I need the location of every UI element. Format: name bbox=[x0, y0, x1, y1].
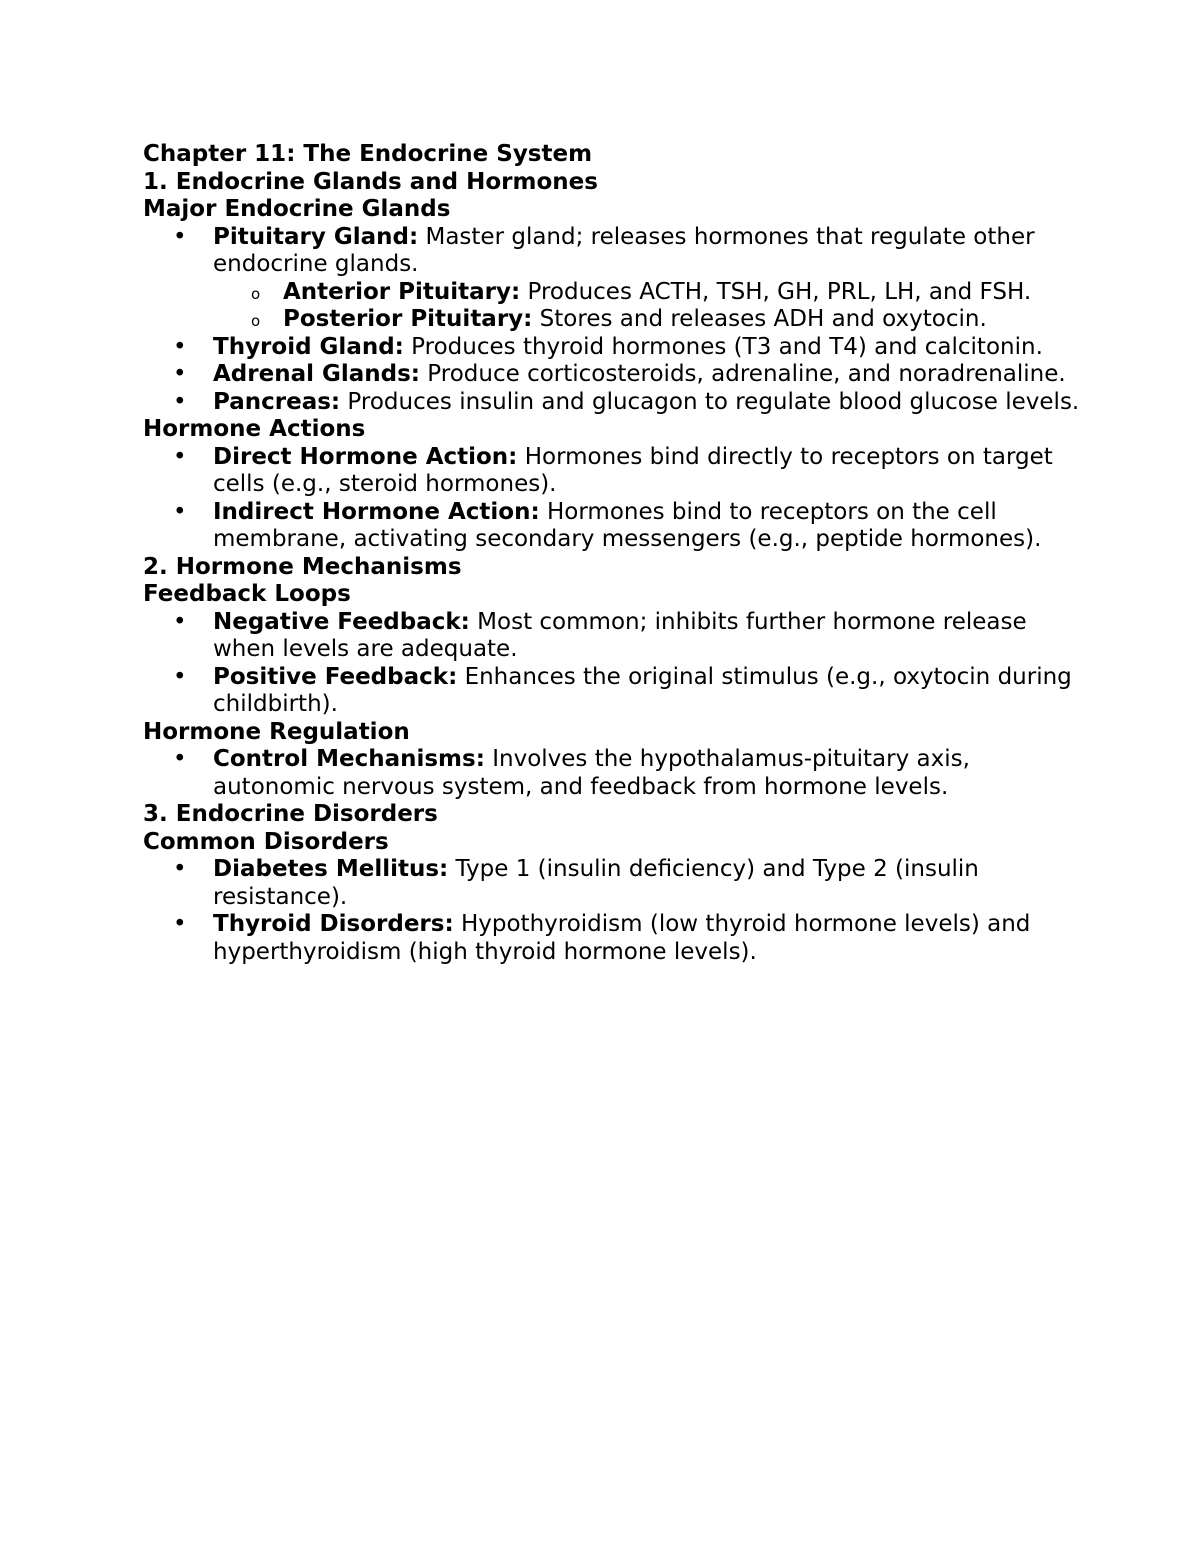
bullet-icon: • bbox=[173, 663, 187, 690]
item-term: Pituitary Gland: bbox=[213, 223, 419, 250]
list-item bbox=[143, 499, 1083, 554]
bullet-list bbox=[143, 746, 1083, 801]
subsection-heading: Hormone Regulation bbox=[143, 718, 410, 745]
bullet-list bbox=[143, 224, 1083, 417]
list-item bbox=[143, 444, 1083, 499]
bullet-icon: • bbox=[173, 608, 187, 635]
item-description: Hormones bind directly to receptors on target cells (e.g., steroid hormones). bbox=[213, 443, 1053, 497]
item-term: Anterior Pituitary: bbox=[283, 278, 521, 305]
circle-bullet-icon: o bbox=[251, 312, 261, 330]
sub-list-item bbox=[213, 306, 1083, 334]
item-term: Pancreas: bbox=[213, 388, 341, 415]
item-term: Adrenal Glands: bbox=[213, 361, 420, 387]
subsection-heading: Major Endocrine Glands bbox=[143, 196, 451, 222]
bullet-list bbox=[143, 856, 1083, 966]
item-description: Stores and releases ADH and oxytocin. bbox=[532, 306, 987, 332]
item-description: Produce corticosteroids, adrenaline, and noradrenaline. bbox=[420, 361, 1066, 387]
item-description: Produces insulin and glucagon to regulate blood glucose levels. bbox=[340, 388, 1080, 415]
sub-list-item bbox=[213, 279, 1083, 307]
document-body bbox=[143, 141, 1083, 966]
list-item bbox=[143, 746, 1083, 801]
bullet-icon: • bbox=[173, 388, 187, 415]
bullet-icon: • bbox=[173, 361, 187, 387]
item-term: Control Mechanisms: bbox=[213, 746, 485, 772]
subsection-heading: Hormone Actions bbox=[143, 416, 366, 442]
bullet-icon: • bbox=[173, 333, 187, 360]
section-heading: 1. Endocrine Glands and Hormones bbox=[143, 168, 598, 195]
item-term: Negative Feedback: bbox=[213, 608, 470, 635]
item-description: Produces thyroid hormones (T3 and T4) and calcitonin. bbox=[403, 333, 1043, 360]
item-term: Positive Feedback: bbox=[213, 663, 458, 690]
bullet-list bbox=[143, 444, 1083, 554]
list-item bbox=[143, 609, 1083, 664]
item-description: Type 1 (insulin deficiency) and Type 2 (insulin resistance). bbox=[213, 856, 979, 910]
bullet-list bbox=[143, 609, 1083, 719]
section-heading: 3. Endocrine Disorders bbox=[143, 801, 438, 827]
list-item bbox=[143, 664, 1083, 719]
bullet-icon: • bbox=[173, 911, 187, 937]
subsection-heading: Feedback Loops bbox=[143, 581, 351, 607]
list-item bbox=[143, 856, 1083, 911]
subsection-heading: Common Disorders bbox=[143, 828, 389, 855]
section-heading: 2. Hormone Mechanisms bbox=[143, 553, 462, 580]
item-term: Posterior Pituitary: bbox=[283, 306, 533, 332]
item-description: Hormones bind to receptors on the cell membrane, activating secondary messengers (e.g., peptide hormones). bbox=[213, 498, 1042, 552]
item-description: Involves the hypothalamus-pituitary axis, autonomic nervous system, and feedback from hormone levels. bbox=[213, 746, 970, 800]
item-description: Produces ACTH, TSH, GH, PRL, LH, and FSH. bbox=[520, 278, 1032, 305]
bullet-icon: • bbox=[173, 498, 187, 525]
bullet-icon: • bbox=[173, 223, 187, 250]
item-term: Thyroid Gland: bbox=[213, 333, 404, 360]
chapter-title: Chapter 11: The Endocrine System bbox=[143, 141, 593, 167]
item-description: Master gland; releases hormones that regulate other endocrine glands. bbox=[213, 223, 1035, 277]
item-description: Most common; inhibits further hormone release when levels are adequate. bbox=[213, 608, 1027, 662]
item-term: Thyroid Disorders: bbox=[213, 911, 454, 937]
circle-bullet-icon: o bbox=[251, 284, 261, 303]
list-item bbox=[143, 334, 1083, 362]
item-term: Diabetes Mellitus: bbox=[213, 856, 449, 882]
list-item bbox=[143, 389, 1083, 417]
bullet-icon: • bbox=[173, 443, 187, 470]
item-description: Hypothyroidism (low thyroid hormone levels) and hyperthyroidism (high thyroid hormone levels). bbox=[213, 911, 1031, 965]
item-term: Indirect Hormone Action: bbox=[213, 498, 540, 525]
list-item bbox=[143, 911, 1083, 966]
bullet-icon: • bbox=[173, 746, 187, 772]
sub-bullet-list bbox=[213, 279, 1083, 334]
item-term: Direct Hormone Action: bbox=[213, 443, 518, 470]
list-item bbox=[143, 361, 1083, 389]
list-item bbox=[143, 224, 1083, 334]
bullet-icon: • bbox=[173, 856, 187, 882]
item-description: Enhances the original stimulus (e.g., oxytocin during childbirth). bbox=[213, 663, 1072, 717]
